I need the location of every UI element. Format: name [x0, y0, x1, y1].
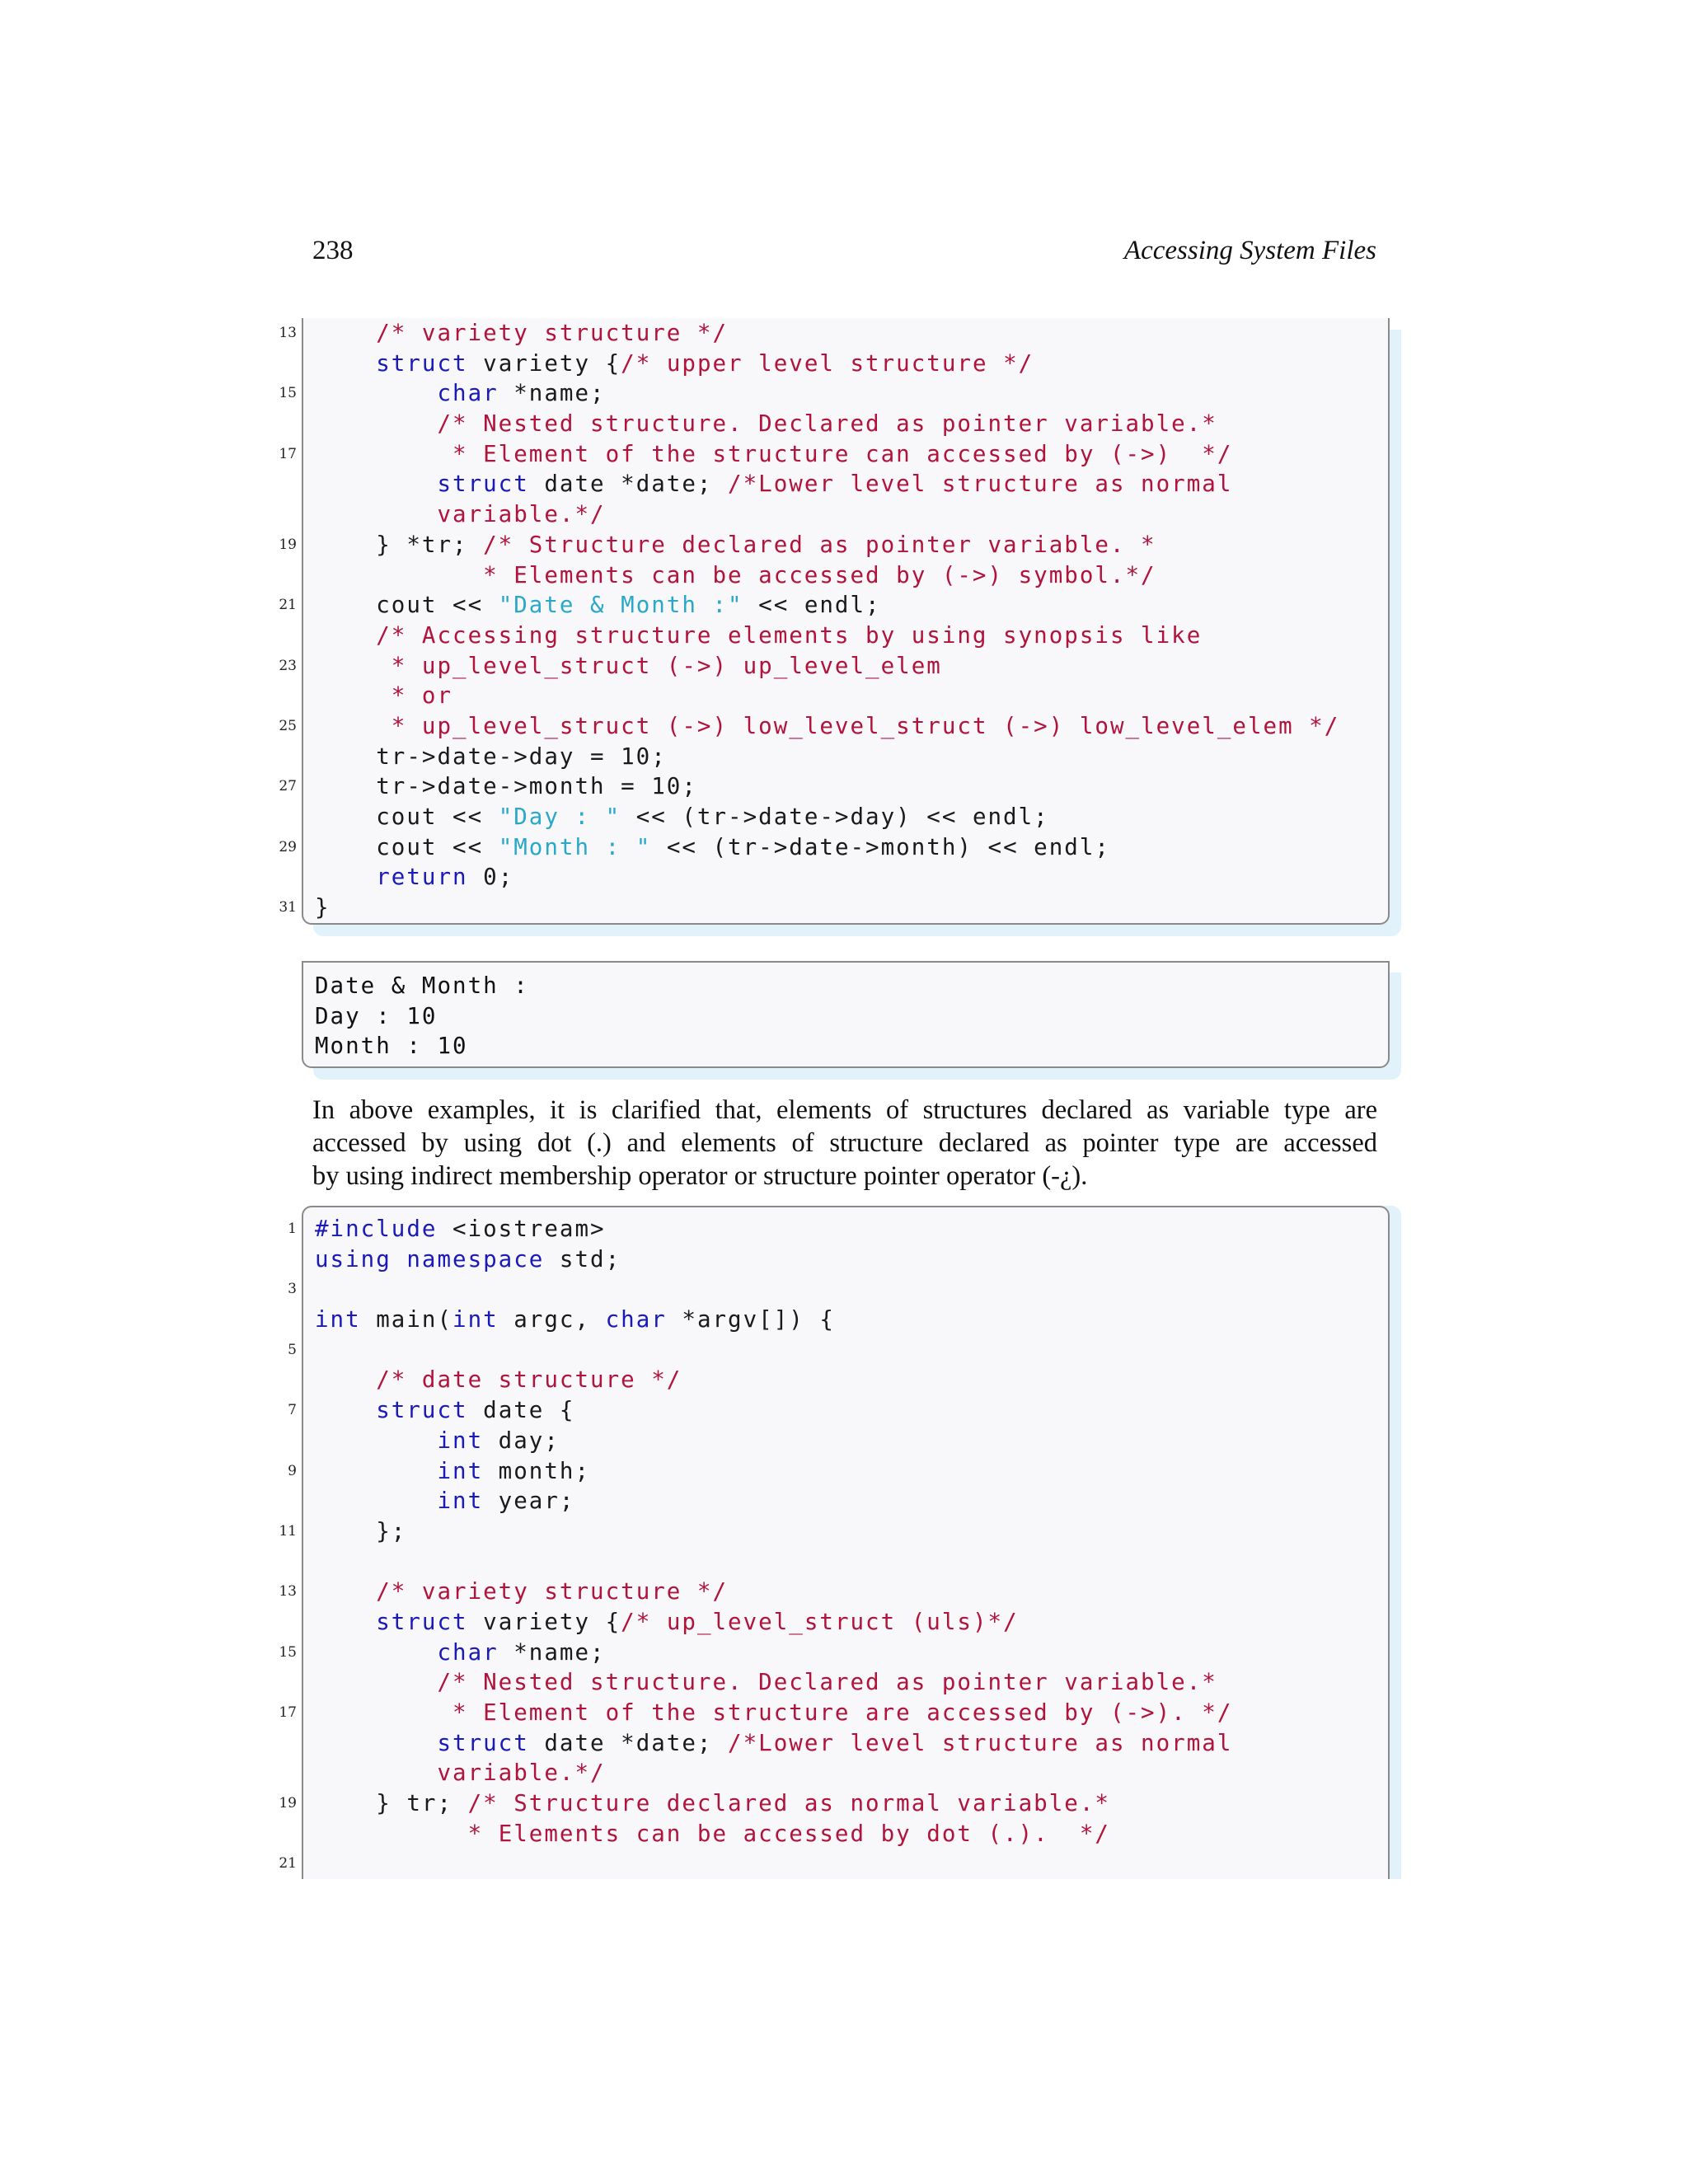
code-text: [315, 441, 452, 467]
code-line: [279, 1849, 1388, 1879]
page-number: 238: [312, 236, 354, 265]
code-text: [315, 864, 376, 890]
code-text: };: [315, 1517, 407, 1544]
code-text: day;: [483, 1427, 560, 1454]
code-comment: /* upper level structure */: [621, 349, 1034, 377]
code-line: [279, 590, 1388, 621]
line-number: 21: [279, 597, 297, 614]
code-text: *name;: [498, 380, 606, 407]
line-number: 25: [279, 717, 297, 734]
line-number: 11: [279, 1522, 297, 1540]
code-keyword: struct: [376, 349, 468, 377]
code-comment: * up_level_struct (->) low_level_struct (->) low_level_elem */: [391, 712, 1340, 739]
code-line: [288, 1274, 1388, 1305]
code-text: [315, 471, 437, 497]
code-string: "Month : ": [498, 833, 652, 860]
code-line: [303, 560, 1388, 591]
code-line: [279, 378, 1388, 409]
code-text: [315, 1458, 437, 1484]
code-comment: /* variety structure */: [376, 320, 729, 346]
code-comment: /* variety structure */: [376, 1578, 729, 1605]
code-comment: /* Nested structure. Declared as pointer variable.*: [437, 1669, 1217, 1696]
code-line: [303, 1607, 1388, 1638]
code-text: << endl;: [743, 592, 881, 619]
line-number: 5: [288, 1341, 297, 1358]
code-comment: * or: [391, 682, 453, 710]
code-text: <iostream>: [437, 1216, 606, 1242]
code-text: tr->date->month = 10;: [315, 773, 697, 800]
code-text: [315, 1488, 437, 1514]
code-text: << (tr->date->month) << endl;: [651, 833, 1110, 860]
code-line: [288, 1335, 1388, 1366]
code-line: [279, 1698, 1388, 1728]
code-text: [315, 1821, 468, 1847]
paragraph-line: In above examples, it is clarified that, elements of structures declared as variable type are: [312, 1095, 1377, 1125]
code-text: 0;: [467, 864, 514, 891]
code-keyword: using namespace: [315, 1245, 545, 1272]
code-keyword: int: [437, 1427, 484, 1454]
code-text: year;: [483, 1488, 575, 1515]
code-comment: /* up_level_struct (uls)*/: [621, 1608, 1019, 1635]
code-line: [279, 711, 1388, 742]
line-number: 17: [279, 1704, 297, 1721]
code-keyword: struct: [376, 1608, 468, 1635]
code-line: [303, 1305, 1388, 1335]
line-number: 1: [288, 1221, 297, 1237]
line-number: 21: [279, 1855, 297, 1872]
line-number: 17: [279, 445, 297, 462]
code-string: "Date & Month :": [498, 592, 743, 619]
code-keyword: char: [437, 380, 499, 407]
code-text: tr->date->day = 10;: [315, 743, 667, 770]
code-comment: /* Structure declared as pointer variable. *: [483, 531, 1156, 558]
code-line: [303, 1547, 1388, 1577]
code-comment: /*Lower level structure as normal: [728, 471, 1233, 498]
code-text: date {: [467, 1397, 575, 1424]
code-line: [279, 530, 1388, 560]
code-keyword: struct: [376, 1397, 468, 1424]
code-comment: * Elements can be accessed by (->) symbol.*/: [483, 561, 1156, 588]
line-number: 19: [279, 1795, 297, 1812]
code-line: [303, 862, 1388, 893]
code-text: cout <<: [315, 592, 499, 619]
line-number: 23: [279, 657, 297, 674]
code-comment: * Element of the structure are accessed by (->). */: [452, 1699, 1233, 1726]
code-line: [303, 499, 1388, 530]
code-text: variety {: [467, 1608, 621, 1635]
code-text: [315, 682, 392, 709]
code-keyword: struct: [437, 471, 529, 498]
code-comment: * Element of the structure can accessed by (->) */: [452, 440, 1233, 467]
code-text: std;: [544, 1245, 621, 1272]
code-text: [315, 622, 376, 649]
code-text: month;: [483, 1457, 591, 1484]
code-line: [279, 832, 1388, 863]
code-comment: variable.*/: [437, 501, 606, 528]
code-line: [279, 439, 1388, 470]
code-line: [303, 1486, 1388, 1516]
code-line: [303, 1819, 1388, 1849]
code-string: "Day : ": [498, 804, 621, 830]
code-keyword: return: [376, 864, 468, 891]
code-text: [315, 1366, 376, 1393]
code-keyword: int: [437, 1488, 484, 1515]
running-head: [312, 236, 1376, 272]
code-line: [279, 771, 1388, 802]
explanation-paragraph: [312, 1094, 1377, 1193]
code-line: [303, 1365, 1388, 1395]
code-keyword: struct: [437, 1729, 529, 1756]
code-line: [279, 1577, 1388, 1607]
line-number: 29: [279, 838, 297, 855]
code-line: [303, 1426, 1388, 1456]
code-text: }: [315, 894, 331, 921]
code-line: [303, 681, 1388, 711]
code-text: [315, 1699, 452, 1726]
code-keyword: char: [605, 1306, 667, 1333]
code-keyword: #include: [315, 1216, 438, 1242]
code-text: [315, 1730, 437, 1756]
code-line: [303, 1667, 1388, 1698]
line-number: 13: [279, 1583, 297, 1601]
code-text: date *date;: [528, 1729, 729, 1756]
code-comment: /* date structure */: [376, 1366, 682, 1394]
code-line: [303, 349, 1388, 379]
code-text: } tr;: [315, 1790, 468, 1817]
code-comment: /*Lower level structure as normal: [728, 1729, 1233, 1756]
line-number: 19: [279, 536, 297, 553]
code-line: [288, 1395, 1388, 1426]
code-line: [303, 1758, 1388, 1788]
code-text: [315, 562, 483, 588]
code-comment: * Elements can be accessed by dot (.). */: [467, 1820, 1110, 1847]
line-number: 27: [279, 778, 297, 795]
code-line: [303, 802, 1388, 832]
code-line: [303, 742, 1388, 772]
line-number: 3: [288, 1281, 297, 1298]
code-text: [315, 350, 376, 377]
code-line: [303, 621, 1388, 651]
code-line: [279, 893, 1388, 923]
paragraph-line: by using indirect membership operator or structure pointer operator (-¿).: [312, 1161, 1088, 1191]
code-comment: /* Structure declared as normal variable.*: [467, 1790, 1110, 1817]
code-line: [288, 1456, 1388, 1487]
code-line: [279, 1516, 1388, 1547]
code-text: argc,: [498, 1306, 606, 1333]
code-text: [315, 1639, 437, 1666]
line-number: 13: [279, 325, 297, 341]
code-comment: /* Accessing structure elements by using synopsis like: [376, 621, 1203, 649]
code-text: [315, 410, 437, 437]
code-line: [279, 318, 1388, 349]
output-line: Month : 10: [315, 1033, 468, 1060]
line-number: 15: [279, 1643, 297, 1661]
code-text: *name;: [498, 1638, 606, 1666]
code-line: [303, 1244, 1388, 1275]
code-text: [315, 501, 437, 527]
chapter-title: Accessing System Files: [1123, 236, 1376, 265]
code-keyword: int: [452, 1306, 499, 1333]
code-text: << (tr->date->day) << endl;: [621, 804, 1049, 830]
code-text: main(: [360, 1306, 453, 1333]
code-text: variety {: [467, 349, 621, 377]
code-text: cout <<: [315, 804, 499, 830]
code-listing-continued: [279, 318, 1390, 925]
code-text: [315, 380, 437, 406]
code-text: [315, 1609, 376, 1635]
code-line: [279, 1788, 1388, 1819]
code-text: [315, 1427, 437, 1454]
code-text: [315, 1397, 376, 1423]
code-text: [315, 653, 392, 679]
code-keyword: int: [437, 1457, 484, 1484]
code-text: } *tr;: [315, 531, 484, 558]
code-text: [315, 1669, 437, 1695]
program-output-box: [302, 961, 1390, 1068]
code-line: [288, 1214, 1388, 1244]
code-text: cout <<: [315, 833, 499, 860]
code-listing-2: [279, 1206, 1390, 1879]
output-line: Date & Month :: [315, 972, 529, 999]
code-text: [315, 713, 392, 739]
code-text: [315, 1760, 437, 1786]
code-text: *argv[]) {: [666, 1306, 835, 1333]
code-comment: * up_level_struct (->) up_level_elem: [391, 652, 942, 679]
code-text: [315, 320, 376, 346]
line-number: 31: [279, 899, 297, 916]
code-line: [279, 1638, 1388, 1668]
code-comment: /* Nested structure. Declared as pointer variable.*: [437, 410, 1217, 438]
paragraph-line: accessed by using dot (.) and elements of structure declared as pointer type are accessed: [312, 1128, 1377, 1158]
line-number: 15: [279, 385, 297, 402]
code-comment: variable.*/: [437, 1760, 606, 1787]
code-text: date *date;: [528, 471, 729, 498]
line-number: 7: [288, 1402, 297, 1419]
code-keyword: char: [437, 1638, 499, 1666]
code-keyword: int: [315, 1306, 361, 1333]
output-line: Day : 10: [315, 1002, 438, 1029]
code-line: [303, 1728, 1388, 1759]
code-line: [279, 651, 1388, 682]
code-text: [315, 1578, 376, 1605]
code-line: [303, 469, 1388, 499]
code-line: [303, 409, 1388, 439]
line-number: 9: [288, 1462, 297, 1479]
